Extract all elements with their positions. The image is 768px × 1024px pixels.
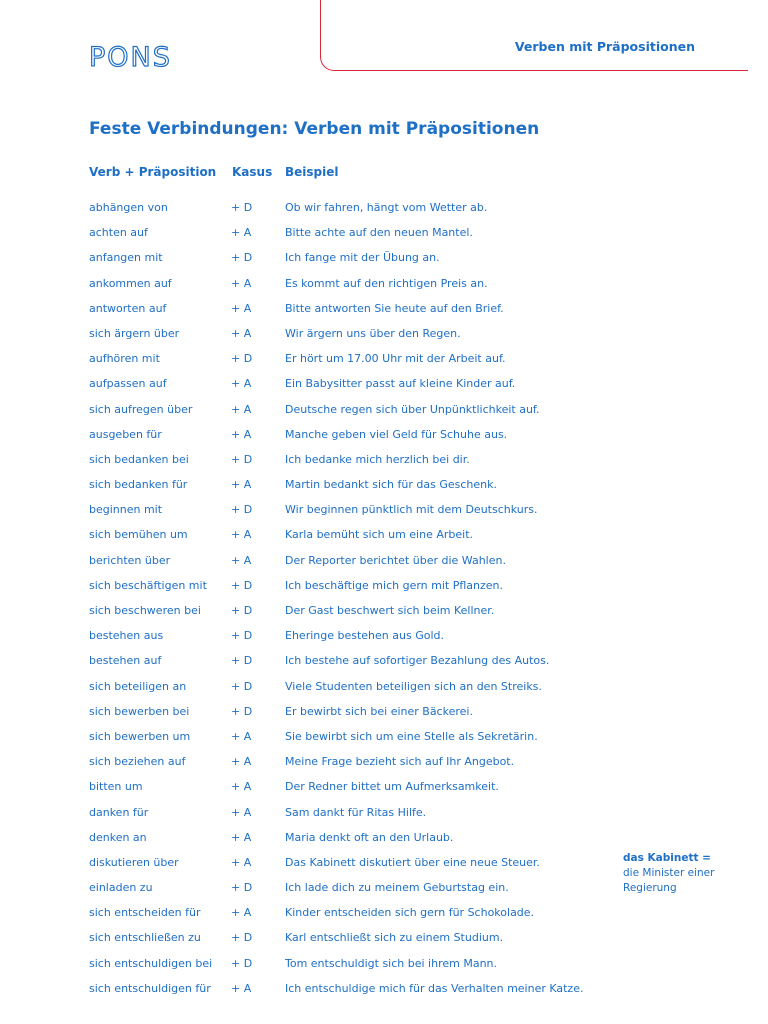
example-cell: Ich beschäftige mich gern mit Pflanzen. bbox=[285, 578, 503, 592]
verb-preposition-cell: aufhören mit bbox=[89, 352, 160, 366]
example-cell: Ich entschuldige mich für das Verhalten meiner Katze. bbox=[285, 981, 584, 995]
table-row bbox=[0, 452, 768, 477]
example-cell: Karla bemüht sich um eine Arbeit. bbox=[285, 528, 474, 542]
example-cell: Das Kabinett diskutiert über eine neue Steuer. bbox=[285, 855, 540, 869]
kasus-cell: + A bbox=[231, 830, 252, 844]
table-row bbox=[0, 653, 768, 678]
example-cell: Tom entschuldigt sich bei ihrem Mann. bbox=[285, 956, 498, 970]
example-cell: Ein Babysitter passt auf kleine Kinder auf. bbox=[285, 377, 516, 391]
example-cell: Ich bedanke mich herzlich bei dir. bbox=[285, 452, 470, 466]
kasus-cell: + D bbox=[231, 251, 253, 265]
example-cell: Manche geben viel Geld für Schuhe aus. bbox=[285, 427, 508, 441]
example-cell: Kinder entscheiden sich gern für Schokolade. bbox=[285, 906, 535, 920]
table-row bbox=[0, 805, 768, 830]
table-row bbox=[0, 225, 768, 250]
example-cell: Der Gast beschwert sich beim Kellner. bbox=[285, 604, 495, 617]
verb-preposition-cell: ankommen auf bbox=[89, 276, 172, 290]
kasus-cell: + A bbox=[231, 755, 252, 769]
kasus-cell: + A bbox=[231, 402, 252, 416]
column-header-kasus: Kasus bbox=[232, 165, 273, 179]
example-cell: Ich bestehe auf sofortiger Bezahlung des Autos. bbox=[285, 654, 550, 668]
kasus-cell: + D bbox=[231, 956, 253, 970]
example-cell: Karl entschließt sich zu einem Studium. bbox=[285, 931, 504, 945]
example-cell: Deutsche regen sich über Unpünktlichkeit auf. bbox=[285, 402, 540, 416]
side-note-definition: Regierung bbox=[623, 882, 677, 894]
side-note-term: das Kabinett = bbox=[623, 852, 711, 864]
table-row bbox=[0, 250, 768, 275]
verb-preposition-cell: danken für bbox=[89, 805, 149, 819]
kasus-cell: + A bbox=[231, 276, 252, 290]
verb-preposition-cell: sich entschuldigen für bbox=[89, 981, 211, 995]
verb-preposition-cell: sich beschweren bei bbox=[89, 604, 201, 617]
table-row bbox=[0, 502, 768, 527]
example-cell: Wir ärgern uns über den Regen. bbox=[285, 326, 461, 340]
kasus-cell: + A bbox=[231, 855, 252, 869]
example-cell: Bitte antworten Sie heute auf den Brief. bbox=[285, 301, 504, 315]
verb-preposition-cell: sich bewerben bei bbox=[89, 704, 190, 718]
header-divider bbox=[320, 0, 748, 71]
kasus-cell: + A bbox=[231, 553, 252, 567]
verb-preposition-cell: bestehen aus bbox=[89, 629, 164, 643]
verb-preposition-cell: sich aufregen über bbox=[89, 402, 193, 416]
table-row bbox=[0, 905, 768, 930]
kasus-cell: + D bbox=[231, 629, 253, 643]
verb-preposition-cell: ausgeben für bbox=[89, 427, 162, 441]
kasus-cell: + D bbox=[231, 452, 253, 466]
verb-preposition-cell: abhängen von bbox=[89, 201, 168, 214]
kasus-cell: + A bbox=[231, 301, 252, 315]
kasus-cell: + A bbox=[231, 805, 252, 819]
table-row bbox=[0, 553, 768, 578]
example-cell: Maria denkt oft an den Urlaub. bbox=[285, 830, 454, 844]
kasus-cell: + A bbox=[231, 326, 252, 340]
column-header-beispiel: Beispiel bbox=[285, 165, 339, 179]
kasus-cell: + A bbox=[231, 729, 252, 743]
column-header-verb: Verb + Präposition bbox=[89, 165, 217, 179]
verb-preposition-cell: einladen zu bbox=[89, 881, 153, 895]
table-row bbox=[0, 779, 768, 804]
table-row bbox=[0, 402, 768, 427]
kasus-cell: + A bbox=[231, 906, 252, 920]
example-cell: Wir beginnen pünktlich mit dem Deutschkurs. bbox=[285, 503, 538, 517]
example-cell: Sie bewirbt sich um eine Stelle als Sekretärin. bbox=[285, 729, 538, 743]
table-row bbox=[0, 376, 768, 401]
example-cell: Ich lade dich zu meinem Geburtstag ein. bbox=[285, 881, 509, 895]
example-cell: Martin bedankt sich für das Geschenk. bbox=[285, 478, 497, 492]
kasus-cell: + D bbox=[231, 604, 253, 617]
kasus-cell: + D bbox=[231, 352, 253, 366]
verb-preposition-cell: sich entschließen zu bbox=[89, 931, 201, 945]
section-title: Verben mit Präpositionen bbox=[514, 39, 695, 54]
example-cell: Bitte achte auf den neuen Mantel. bbox=[285, 226, 473, 240]
example-cell: Er bewirbt sich bei einer Bäckerei. bbox=[285, 704, 473, 718]
verb-preposition-cell: sich ärgern über bbox=[89, 326, 180, 340]
verb-preposition-cell: beginnen mit bbox=[89, 503, 163, 517]
example-cell: Ob wir fahren, hängt vom Wetter ab. bbox=[285, 201, 488, 214]
page-title: Feste Verbindungen: Verben mit Präpositionen bbox=[89, 119, 540, 139]
kasus-cell: + D bbox=[231, 881, 253, 895]
example-cell: Ich fange mit der Übung an. bbox=[285, 251, 440, 265]
example-cell: Es kommt auf den richtigen Preis an. bbox=[285, 276, 488, 290]
table-row bbox=[0, 351, 768, 376]
table-row bbox=[0, 729, 768, 754]
verb-preposition-cell: anfangen mit bbox=[89, 251, 163, 265]
verb-preposition-cell: sich entscheiden für bbox=[89, 906, 201, 920]
verb-preposition-cell: sich beteiligen an bbox=[89, 679, 187, 693]
table-row bbox=[0, 704, 768, 729]
verb-preposition-cell: antworten auf bbox=[89, 301, 167, 315]
table-row bbox=[0, 956, 768, 981]
table-row bbox=[0, 754, 768, 779]
verb-preposition-cell: diskutieren über bbox=[89, 855, 179, 869]
example-cell: Der Reporter berichtet über die Wahlen. bbox=[285, 553, 506, 567]
side-note bbox=[623, 851, 714, 896]
table-row bbox=[0, 603, 768, 628]
side-note-definition: die Minister einer bbox=[623, 867, 715, 879]
kasus-cell: + A bbox=[231, 427, 252, 441]
table-row bbox=[0, 276, 768, 301]
table-row bbox=[0, 930, 768, 955]
table-row bbox=[0, 326, 768, 351]
table-row bbox=[0, 628, 768, 653]
pons-logo: PONS bbox=[89, 42, 172, 73]
kasus-cell: + D bbox=[231, 654, 253, 668]
example-cell: Eheringe bestehen aus Gold. bbox=[285, 629, 444, 643]
table-row bbox=[0, 477, 768, 502]
kasus-cell: + D bbox=[231, 704, 253, 718]
verb-preposition-cell: sich bedanken für bbox=[89, 478, 188, 492]
table-row bbox=[0, 981, 768, 1006]
kasus-cell: + A bbox=[231, 528, 252, 542]
kasus-cell: + D bbox=[231, 201, 253, 214]
table-row bbox=[0, 527, 768, 552]
table-row bbox=[0, 427, 768, 452]
verb-preposition-cell: sich bemühen um bbox=[89, 528, 188, 542]
example-cell: Sam dankt für Ritas Hilfe. bbox=[285, 805, 427, 819]
example-cell: Viele Studenten beteiligen sich an den Streiks. bbox=[285, 679, 542, 693]
kasus-cell: + D bbox=[231, 931, 253, 945]
table-row bbox=[0, 200, 768, 225]
verb-preposition-cell: bitten um bbox=[89, 780, 143, 794]
verb-preposition-cell: sich bewerben um bbox=[89, 729, 191, 743]
kasus-cell: + A bbox=[231, 981, 252, 995]
kasus-cell: + A bbox=[231, 780, 252, 794]
kasus-cell: + A bbox=[231, 377, 252, 391]
table-row bbox=[0, 578, 768, 603]
verb-preposition-cell: sich beziehen auf bbox=[89, 755, 186, 769]
example-cell: Der Redner bittet um Aufmerksamkeit. bbox=[285, 780, 499, 794]
table-row bbox=[0, 301, 768, 326]
verb-preposition-cell: berichten über bbox=[89, 553, 171, 567]
verb-preposition-cell: achten auf bbox=[89, 226, 148, 240]
kasus-cell: + D bbox=[231, 503, 253, 517]
verb-preposition-cell: sich entschuldigen bei bbox=[89, 956, 213, 970]
table-row bbox=[0, 679, 768, 704]
verb-preposition-cell: bestehen auf bbox=[89, 654, 162, 668]
verb-preposition-cell: denken an bbox=[89, 830, 147, 844]
kasus-cell: + A bbox=[231, 226, 252, 240]
kasus-cell: + D bbox=[231, 679, 253, 693]
kasus-cell: + D bbox=[231, 578, 253, 592]
example-cell: Meine Frage bezieht sich auf Ihr Angebot. bbox=[285, 755, 515, 769]
verb-preposition-cell: aufpassen auf bbox=[89, 377, 167, 391]
verb-preposition-cell: sich beschäftigen mit bbox=[89, 578, 207, 592]
kasus-cell: + A bbox=[231, 478, 252, 492]
example-cell: Er hört um 17.00 Uhr mit der Arbeit auf. bbox=[285, 352, 506, 366]
verb-preposition-cell: sich bedanken bei bbox=[89, 452, 189, 466]
